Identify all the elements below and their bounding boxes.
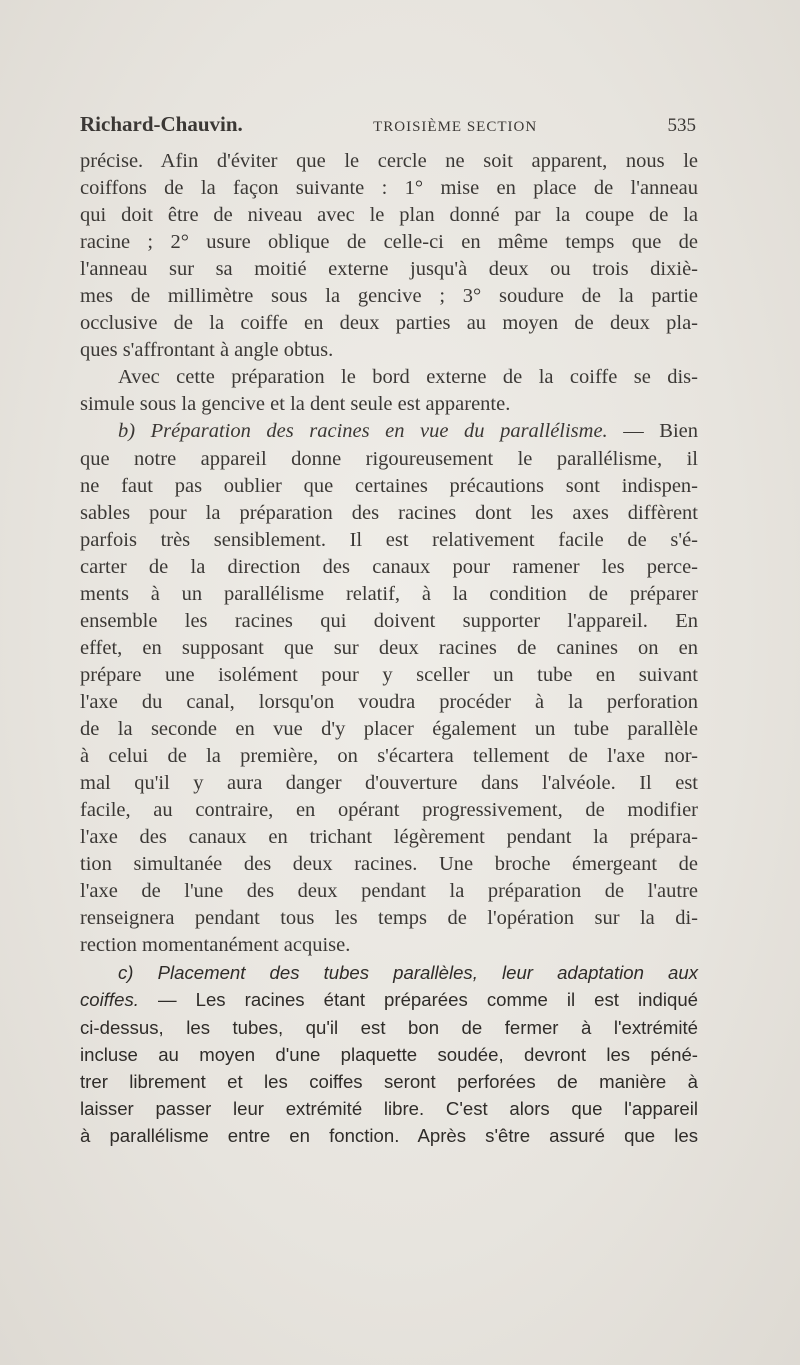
text-line: rection momentanément acquise. [80,934,351,957]
text-line: à parallélisme entre en fonction. Après s'être assuré que les [80,1124,698,1146]
text-line: l'axe de l'une des deux pendant la préparation de l'autre [80,880,698,903]
text-line: coiffons de la façon suivante : 1° mise en place de l'anneau [80,177,698,200]
text-line: ensemble les racines qui doivent supporter l'appareil. En [80,609,698,632]
text-line: de la seconde en vue d'y placer également un tube parallèle [80,717,698,740]
text-line: prépare une isolément pour y sceller un tube en suivant [80,663,698,686]
text-line: mal qu'il y aura danger d'ouverture dans l'alvéole. Il est [80,772,698,795]
text-line: qui doit être de niveau avec le plan donné par la coupe de la [80,204,698,227]
text-line-rest: — Bien [607,420,698,443]
text-line: précise. Afin d'éviter que le cercle ne soit apparent, nous le [80,150,698,172]
text-line: ques s'affrontant à angle obtus. [80,339,334,362]
page-number: 535 [667,115,696,136]
page-header [80,112,696,142]
text-line: racine ; 2° usure oblique de celle-ci en même temps que de [80,231,698,254]
text-line: tion simultanée des deux racines. Une broche émergeant de [80,853,698,876]
text-line: ci-dessus, les tubes, qu'il est bon de fermer à l'extrémité [80,1016,698,1038]
text-line [80,986,698,1013]
text-line: carter de la direction des canaux pour ramener les perce- [80,555,698,578]
text-line: mes de millimètre sous la gencive ; 3° soudure de la partie [80,285,698,308]
subsection-heading: c) Placement des tubes parallèles, leur adaptation aux [118,962,698,984]
subsection-heading: b) Préparation des racines en vue du parallélisme. [118,420,608,443]
text-line: incluse au moyen d'une plaquette soudée, devront les péné- [80,1043,698,1065]
text-line: laisser passer leur extrémité libre. C'est alors que l'appareil [80,1097,698,1119]
text-line: Avec cette préparation le bord externe de la coiffe se dis- [118,366,698,389]
text-line-rest: — Les racines étant préparées comme il est indiqué [138,989,698,1011]
text-line [80,418,698,445]
text-line: l'axe des canaux en trichant légèrement pendant la prépara- [80,826,698,849]
text-line: l'axe du canal, lorsqu'on voudra procéder à la perforation [80,690,698,713]
text-line: simule sous la gencive et la dent seule est apparente. [80,393,511,416]
text-line: à celui de la première, on s'écartera tellement de l'axe nor- [80,745,698,768]
running-head-section: TROISIÈME SECTION [373,119,538,135]
text-line: effet, en supposant que sur deux racines de canines on en [80,636,698,659]
text-line: trer librement et les coiffes seront perforées de manière à [80,1070,698,1092]
text-line: que notre appareil donne rigoureusement le parallélisme, il [80,447,698,470]
text-line: parfois très sensiblement. Il est relativement facile de s'é- [80,528,698,551]
subsection-heading: coiffes. [80,989,139,1011]
text-line: l'anneau sur sa moitié externe jusqu'à deux ou trois dixiè- [80,258,698,281]
text-line: facile, au contraire, en opérant progressivement, de modifier [80,799,698,822]
text-line: ne faut pas oublier que certaines précautions sont indispen- [80,474,698,497]
body-text [80,148,698,1149]
text-line [80,959,698,986]
text-line: occlusive de la coiffe en deux parties au moyen de deux pla- [80,312,698,335]
running-head-author: Richard-Chauvin. [80,112,243,136]
text-line: renseignera pendant tous les temps de l'opération sur la di- [80,907,698,930]
text-line: ments à un parallélisme relatif, à la condition de préparer [80,582,698,605]
text-line: sables pour la préparation des racines dont les axes diffèrent [80,501,698,524]
